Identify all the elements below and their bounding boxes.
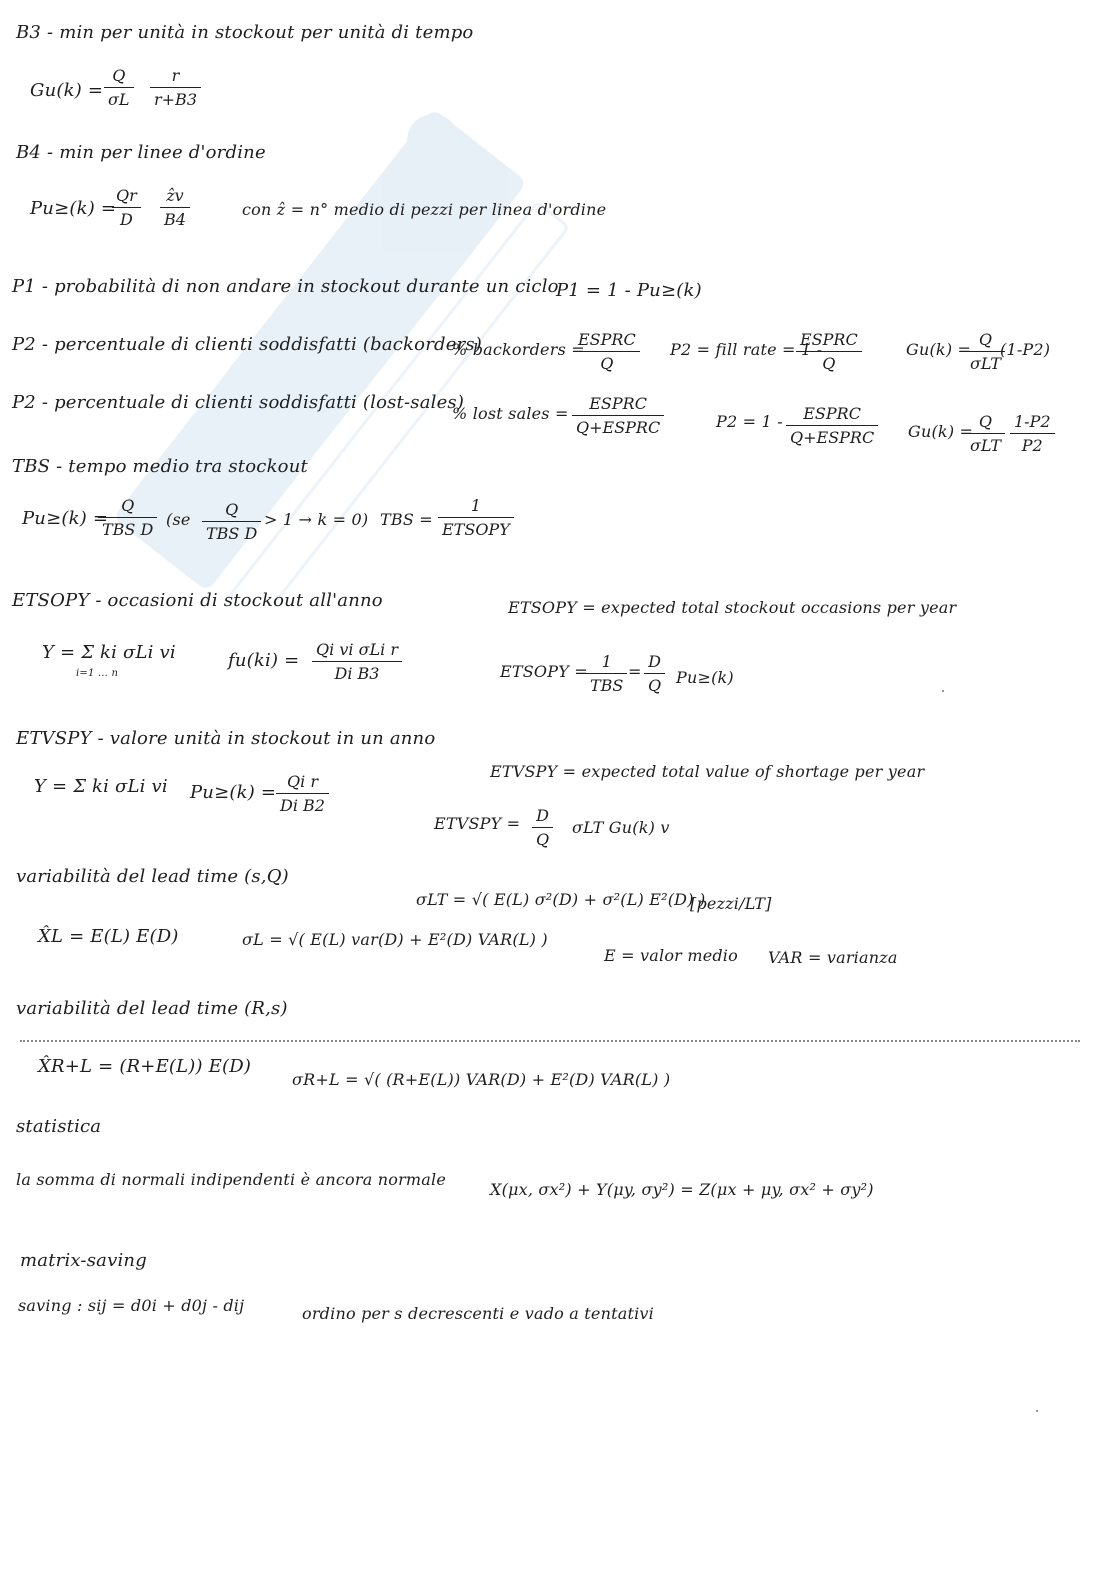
p2-fill-rate: P2 = fill rate = 1 -	[670, 340, 823, 359]
fraction-numerator: Q	[966, 412, 1005, 434]
legend-valor-medio: E = valor medio	[604, 946, 738, 965]
p2-lost-sales-pct: % lost sales =	[452, 404, 569, 423]
etsopy-fu-fraction	[312, 640, 402, 683]
fraction-denominator: Q	[536, 830, 550, 849]
scan-speck	[942, 690, 944, 692]
b3-title: B3 - min per unità in stockout per unità di tempo	[16, 22, 474, 43]
fraction-denominator: TBS	[590, 676, 624, 695]
etsopy-definition: ETSOPY = expected total stockout occasions per year	[508, 598, 957, 617]
p2-lost-sales-gu-tail-fraction	[1010, 412, 1055, 455]
fraction-numerator: 1-P2	[1010, 412, 1055, 434]
fraction-numerator: ESPRC	[786, 404, 878, 426]
legend-varianza: VAR = varianza	[768, 948, 898, 967]
fraction-denominator: Q	[648, 676, 662, 695]
tbs-condition: (se	[166, 510, 191, 529]
etsopy-fraction-1	[586, 652, 627, 695]
fraction-denominator: Di B3	[334, 664, 380, 683]
lead-time-rs-title: variabilità del lead time (R,s)	[16, 998, 288, 1019]
b3-fraction-1	[104, 66, 134, 109]
lead-time-sq-units: [pezzi/LT]	[690, 894, 772, 913]
p2-lost-sales-title: P2 - percentuale di clienti soddisfatti (lost-sales)	[12, 392, 465, 413]
p2-fill-rate-fraction	[796, 330, 862, 373]
fraction-denominator: Q+ESPRC	[790, 428, 875, 447]
etvspy-title: ETVSPY - valore unità in stockout in un anno	[16, 728, 436, 749]
fraction-numerator: ESPRC	[574, 330, 640, 352]
tbs-condition-tail: > 1 → k = 0)	[264, 510, 369, 529]
etvspy-pu: Pu≥(k) =	[190, 782, 277, 803]
fraction-numerator: Qi vi σLi r	[312, 640, 402, 662]
p1-title: P1 - probabilità di non andare in stockout durante un ciclo	[12, 276, 559, 297]
p2-backorders-fraction	[574, 330, 640, 373]
etsopy-sum-limits: i=1 … n	[76, 668, 119, 679]
fraction-numerator: Q	[98, 496, 157, 518]
etvspy-equation-tail: σLT Gu(k) v	[572, 818, 670, 837]
statistics-formula: X(μx, σx²) + Y(μy, σy²) = Z(μx + μy, σx² + σy²)	[490, 1180, 874, 1199]
dotted-divider	[20, 1040, 1080, 1044]
fraction-numerator: ẑv	[160, 186, 190, 208]
fraction-denominator: TBS D	[102, 520, 154, 539]
p2-backorders-gu-tail: (1-P2)	[1000, 340, 1051, 359]
fraction-numerator: D	[644, 652, 665, 674]
p2-lost-sales-p2-fraction	[786, 404, 878, 447]
statistics-title: statistica	[16, 1116, 102, 1137]
etvspy-equation: ETVSPY =	[434, 814, 521, 833]
b4-note: con ẑ = n° medio di pezzi per linea d'ordine	[242, 200, 607, 219]
b4-lhs: Pu≥(k) =	[30, 198, 117, 219]
fraction-numerator: ESPRC	[796, 330, 862, 352]
tbs-condition-fraction	[202, 500, 261, 543]
fraction-denominator: σLT	[970, 436, 1001, 455]
matrix-saving-formula: saving : sij = d0i + d0j - dij	[18, 1296, 245, 1315]
p2-lost-sales-p2: P2 = 1 -	[716, 412, 783, 431]
fraction-denominator: Q	[600, 354, 614, 373]
tbs-lhs: Pu≥(k) =	[22, 508, 109, 529]
fraction-denominator: P2	[1021, 436, 1043, 455]
p2-backorders-pct: % backorders =	[452, 340, 585, 359]
fraction-denominator: TBS D	[206, 524, 258, 543]
fraction-numerator: Qr	[112, 186, 141, 208]
p2-lost-sales-gu: Gu(k) =	[908, 422, 974, 441]
b4-title: B4 - min per linee d'ordine	[16, 142, 266, 163]
b3-fraction-2	[150, 66, 201, 109]
fraction-numerator: Qi r	[276, 772, 329, 794]
lead-time-rs-sigma: σR+L = √( (R+E(L)) VAR(D) + E²(D) VAR(L) )	[292, 1070, 671, 1089]
tbs-fraction	[98, 496, 157, 539]
fraction-denominator: Q	[822, 354, 836, 373]
etsopy-fu: fu(ki) =	[228, 650, 300, 671]
fraction-numerator: D	[532, 806, 553, 828]
lead-time-sq-sigma-l: σL = √( E(L) var(D) + E²(D) VAR(L) )	[242, 930, 548, 949]
fraction-denominator: σLT	[970, 354, 1001, 373]
fraction-denominator: ETSOPY	[442, 520, 510, 539]
fraction-denominator: Q+ESPRC	[576, 418, 661, 437]
matrix-saving-title: matrix-saving	[20, 1250, 147, 1271]
p2-backorders-title: P2 - percentuale di clienti soddisfatti (backorders)	[12, 334, 483, 355]
tbs-rhs: TBS =	[380, 510, 433, 529]
fraction-denominator: Di B2	[280, 796, 325, 815]
b3-lhs: Gu(k) =	[30, 80, 104, 101]
etsopy-equals: =	[628, 662, 642, 681]
p2-lost-sales-gu-fraction	[966, 412, 1005, 455]
fraction-numerator: Q	[104, 66, 134, 88]
b4-fraction-1	[112, 186, 141, 229]
lead-time-sq-xl: X̂L = E(L) E(D)	[38, 926, 179, 947]
p2-backorders-gu: Gu(k) =	[906, 340, 972, 359]
fraction-numerator: Q	[202, 500, 261, 522]
matrix-saving-note: ordino per s decrescenti e vado a tentativi	[302, 1304, 654, 1323]
etsopy-equation-tail: Pu≥(k)	[676, 668, 734, 687]
etsopy-equation: ETSOPY =	[500, 662, 588, 681]
fraction-denominator: σL	[108, 90, 130, 109]
fraction-numerator: Q	[966, 330, 1005, 352]
p1-formula: P1 = 1 - Pu≥(k)	[556, 280, 702, 301]
fraction-denominator: B4	[164, 210, 186, 229]
fraction-denominator: r+B3	[154, 90, 197, 109]
lead-time-rs-x: X̂R+L = (R+E(L)) E(D)	[38, 1056, 252, 1077]
etsopy-title: ETSOPY - occasioni di stockout all'anno	[12, 590, 383, 611]
etvspy-definition: ETVSPY = expected total value of shortage per year	[490, 762, 925, 781]
b4-fraction-2	[160, 186, 190, 229]
statistics-text: la somma di normali indipendenti è ancora normale	[16, 1170, 447, 1189]
lead-time-sq-title: variabilità del lead time (s,Q)	[16, 866, 289, 887]
fraction-denominator: D	[119, 210, 133, 229]
etvspy-fraction	[532, 806, 553, 849]
etsopy-fraction-2	[644, 652, 665, 695]
tbs-title: TBS - tempo medio tra stockout	[12, 456, 308, 477]
tbs-rhs-fraction	[438, 496, 514, 539]
lead-time-sq-sigma-lt: σLT = √( E(L) σ²(D) + σ²(L) E²(D) )	[416, 890, 706, 909]
etvspy-pu-fraction	[276, 772, 329, 815]
fraction-numerator: 1	[586, 652, 627, 674]
scan-speck	[1036, 1410, 1038, 1412]
etsopy-y: Y = Σ ki σLi vi	[42, 642, 176, 663]
fraction-numerator: ESPRC	[572, 394, 664, 416]
fraction-numerator: r	[150, 66, 201, 88]
p2-lost-sales-fraction	[572, 394, 664, 437]
etvspy-y: Y = Σ ki σLi vi	[34, 776, 168, 797]
fraction-numerator: 1	[438, 496, 514, 518]
